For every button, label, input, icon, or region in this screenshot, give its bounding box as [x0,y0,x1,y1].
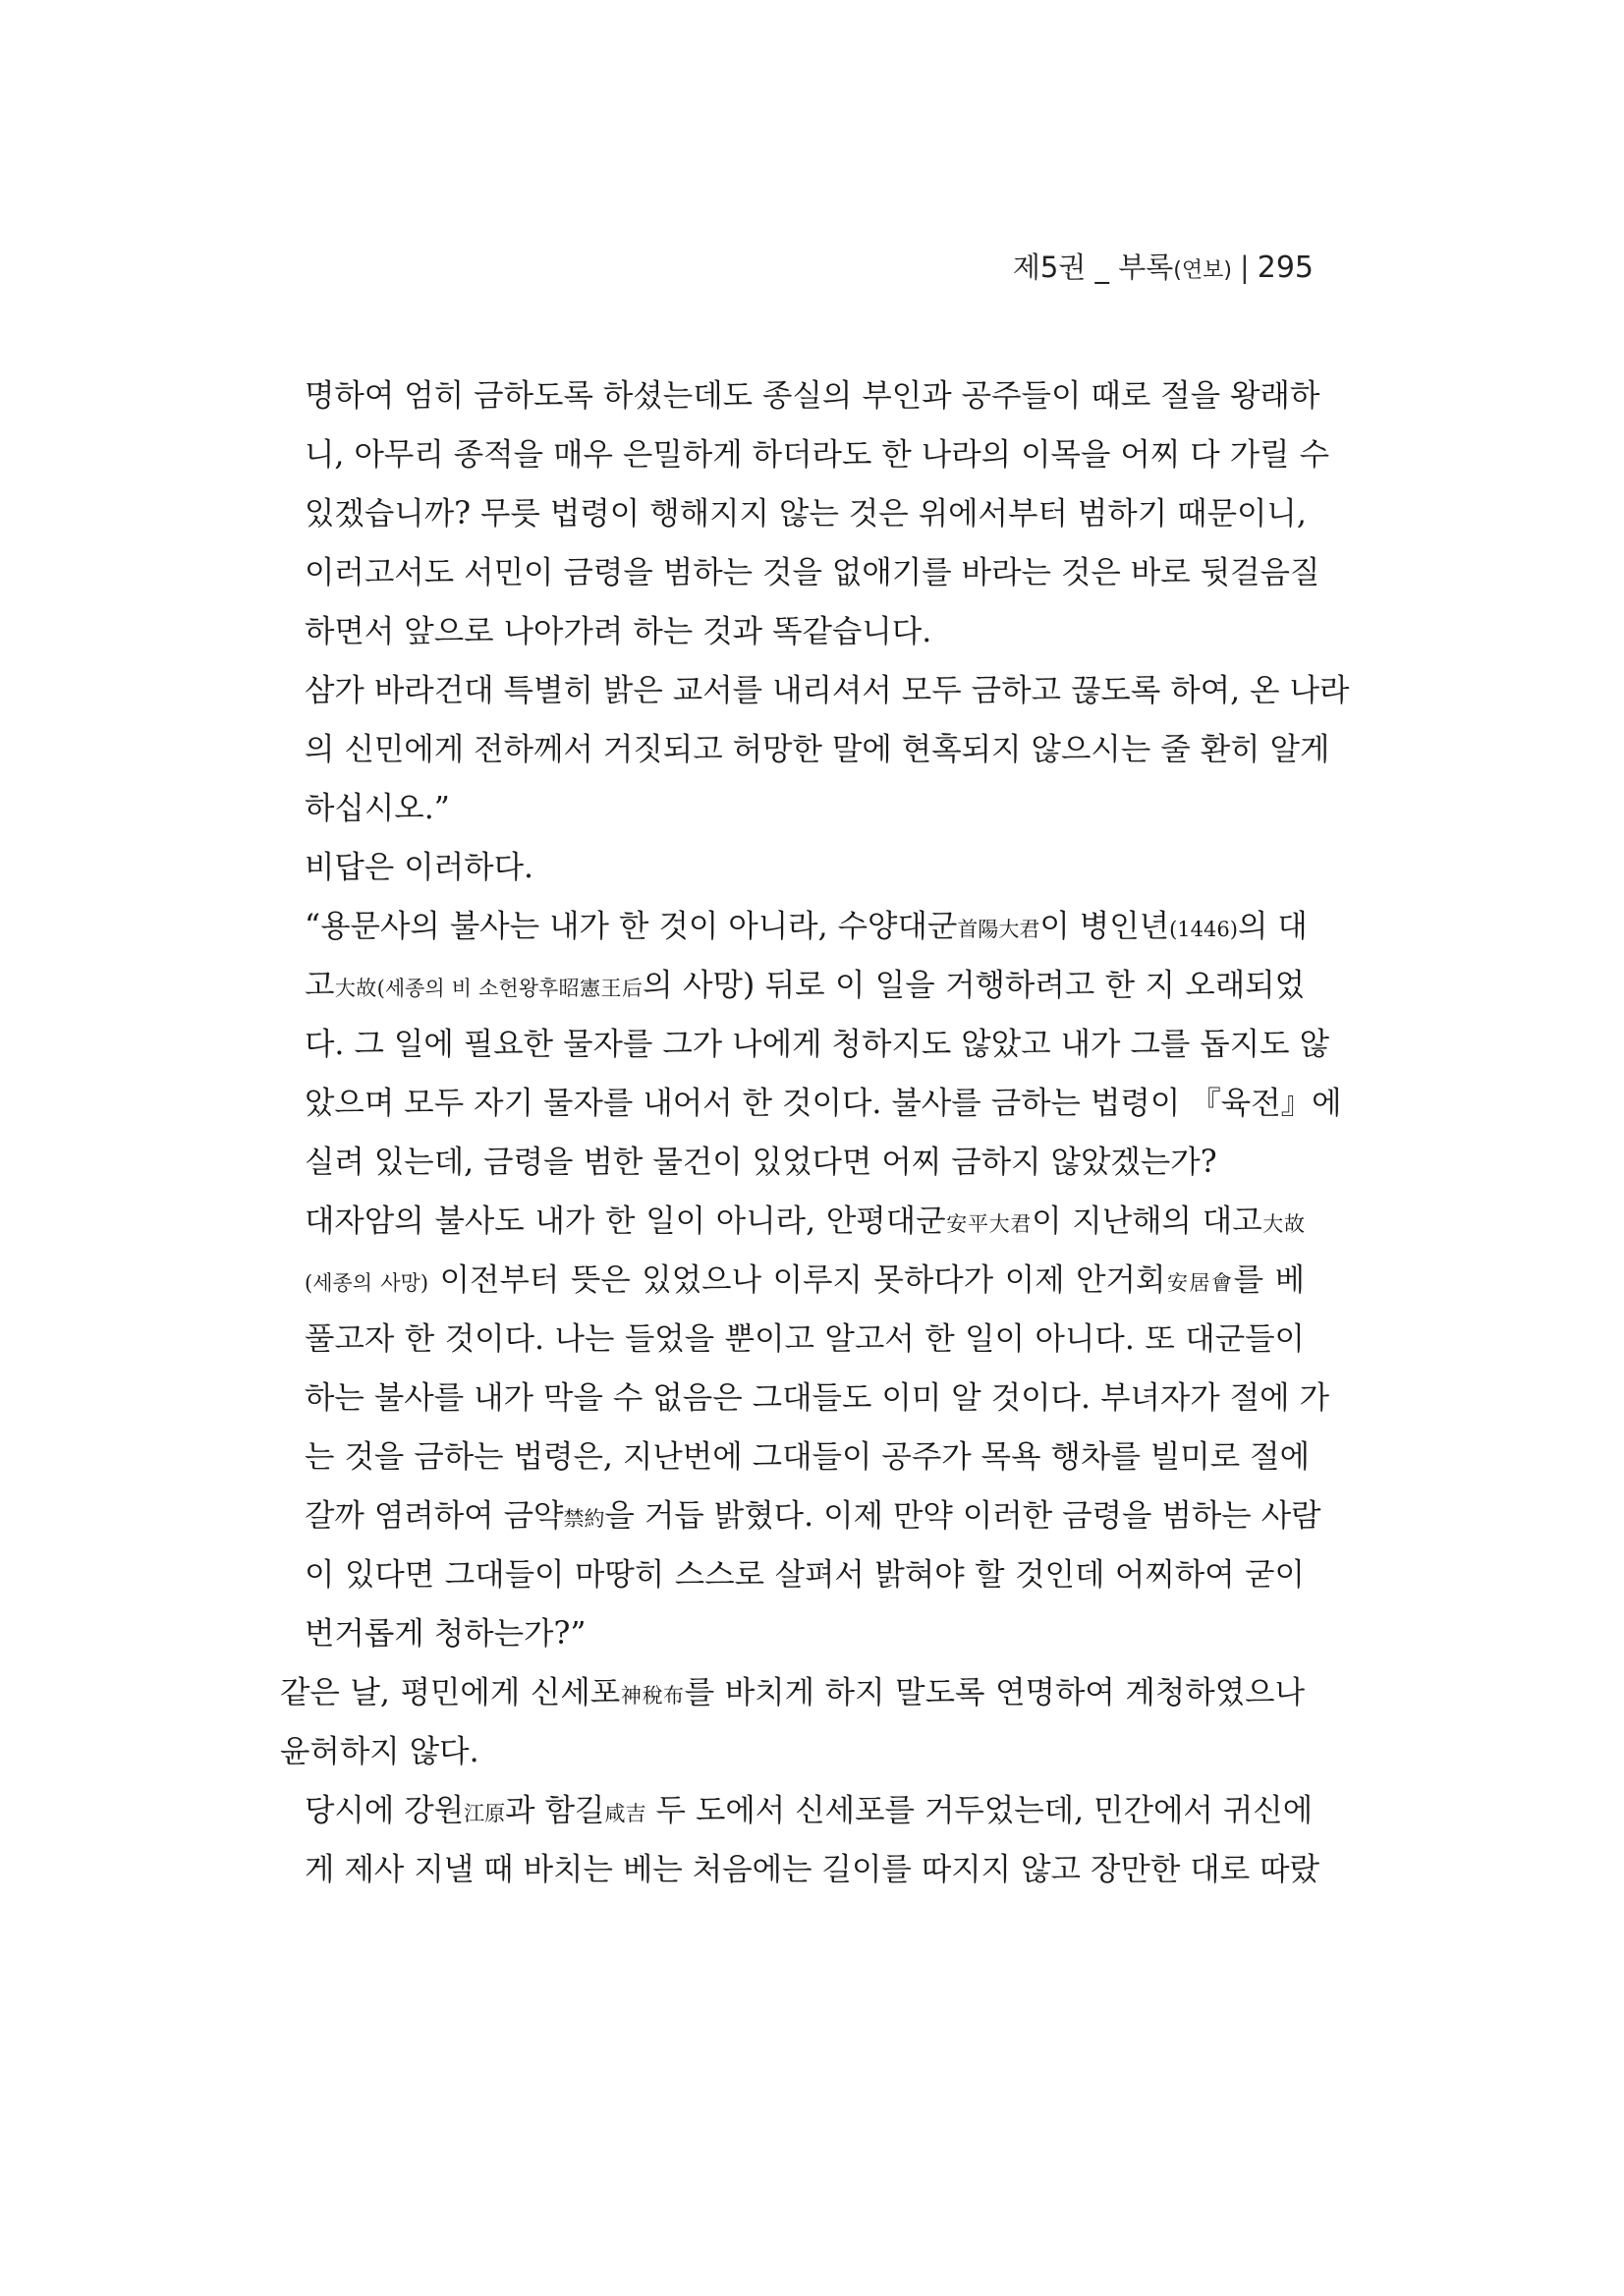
header-volume: 제5권 _ 부록 [1012,251,1174,284]
line-text: 는 것을 금하는 법령은, 지난번에 그대들이 공주가 목욕 행차를 빌미로 절에 [305,1439,1311,1475]
text-line [305,661,1350,720]
line-text: 이 있다면 그대들이 마땅히 스스로 살펴서 밝혀야 할 것인데 어찌하여 굳이 [305,1557,1305,1593]
text-line [305,1486,1321,1545]
annotation-text: 安平大君 [945,1212,1033,1236]
annotation-text: (세종의 사망) [305,1271,429,1295]
line-text: 의 사망) [643,968,756,1003]
text-line [305,1192,1305,1251]
text-line [305,897,1308,956]
text-line [305,1545,1305,1604]
text-line [305,602,1305,661]
line-text: 과 함길 [505,1793,605,1828]
text-line [305,1015,1330,1074]
line-text: 을 거듭 밝혔다. 이제 만약 이러한 금령을 범하는 사람 [604,1498,1321,1534]
line-text: 같은 날, 평민에게 신세포 [280,1675,621,1710]
annotation-text: 安居會 [1165,1271,1234,1295]
quoted-memorial-block [305,366,1350,1663]
text-line [305,366,1320,425]
body-text-block [280,1663,1320,1899]
line-text: 았으며 모두 자기 물자를 내어서 한 것이다. 불사를 금하는 법령이 『육전』에 [305,1086,1342,1121]
annotation-text: 首陽大君 [957,918,1040,941]
line-text: “용문사의 불사는 내가 한 것이 아니라, 수양대군 [305,909,958,944]
text-line [305,720,1330,779]
text-line [305,1251,1305,1310]
annotation-text: 咸吉 [604,1802,646,1825]
text-line [305,1133,1305,1192]
line-text: 고 [305,968,335,1003]
text-line [305,956,1305,1015]
page-number: 295 [1257,251,1314,285]
line-text: 이전부터 뜻은 있었으나 이루지 못하다가 이제 안거회 [428,1262,1166,1298]
line-text: 이러고서도 서민이 금령을 범하는 것을 없애기를 바라는 것은 바로 뒷걸음질 [305,555,1320,590]
line-text: 하십시오.” [305,791,450,826]
annotation-text: 大故 [334,977,377,1000]
text-line [305,1369,1330,1428]
line-text: 풀고자 한 것이다. 나는 들었을 뿐이고 알고서 한 일이 아니다. 또 대군들이 [305,1321,1305,1357]
line-text: 의 신민에게 전하께서 거짓되고 허망한 말에 현혹되지 않으시는 줄 환히 알게 [305,732,1330,767]
running-header [1013,246,1314,286]
text-line [305,484,1305,543]
annotation-text: 神稅布 [620,1684,685,1708]
annotation-text: 大故 [1261,1212,1306,1236]
text-line [280,1781,1314,1840]
text-line [280,1722,1305,1781]
line-text: 비답은 이러하다. [305,850,534,885]
line-text: 하는 불사를 내가 막을 수 없음은 그대들도 이미 알 것이다. 부녀자가 절에 가 [305,1380,1330,1416]
line-text: 두 도에서 신세포를 거두었는데, 민간에서 귀신에 [645,1793,1314,1828]
text-line [305,779,1305,838]
line-text: 게 제사 지낼 때 바치는 베는 처음에는 길이를 따지지 않고 장만한 대로 따랐 [305,1852,1320,1887]
line-text: 니, 아무리 종적을 매우 은밀하게 하더라도 한 나라의 이목을 어찌 다 가릴 수 [305,437,1330,473]
line-text: 당시에 강원 [305,1793,465,1828]
line-text: 뒤로 이 일을 거행하려고 한 지 오래되었 [755,968,1306,1003]
annotation-text: 昭憲王后 [558,977,644,1000]
line-text: 갈까 염려하여 금약 [305,1498,564,1534]
line-text: 있겠습니까? 무릇 법령이 행해지지 않는 것은 위에서부터 범하기 때문이니, [305,496,1307,532]
line-text: 를 베 [1233,1262,1306,1298]
text-line [305,425,1330,484]
header-separator: | [1239,251,1250,284]
line-text: 대자암의 불사도 내가 한 일이 아니라, 안평대군 [305,1204,946,1239]
text-line [280,1840,1320,1899]
text-line [280,1663,1305,1722]
text-line [305,838,1305,897]
line-text: 윤허하지 않다. [280,1734,479,1769]
line-text: 번거롭게 청하는가?” [305,1616,587,1652]
annotation-text: (세종의 비 소헌왕후 [376,977,559,1000]
text-line [305,1604,1305,1663]
line-text: 다. 그 일에 필요한 물자를 그가 나에게 청하지도 않았고 내가 그를 돕지도 않 [305,1027,1330,1062]
text-line [305,543,1320,602]
line-text: 실려 있는데, 금령을 범한 물건이 있었다면 어찌 금하지 않았겠는가? [305,1145,1217,1180]
line-text: 삼가 바라건대 특별히 밝은 교서를 내리셔서 모두 금하고 끊도록 하여, 온 나라 [305,673,1350,708]
line-text: 를 바치게 하지 말도록 연명하여 계청하였으나 [684,1675,1306,1710]
line-text: 명하여 엄히 금하도록 하셨는데도 종실의 부인과 공주들이 때로 절을 왕래하 [305,378,1320,414]
text-line [305,1310,1305,1369]
annotation-text: (1446) [1169,918,1238,941]
header-volume-sub: (연보) [1173,258,1232,283]
annotation-text: 江原 [464,1802,506,1825]
text-line [305,1428,1311,1486]
line-text: 이 병인년 [1039,909,1170,944]
text-line [305,1074,1342,1133]
line-text: 하면서 앞으로 나아가려 하는 것과 똑같습니다. [305,614,932,649]
annotation-text: 禁約 [563,1507,605,1531]
line-text: 의 대 [1237,909,1308,944]
line-text: 이 지난해의 대고 [1032,1204,1262,1239]
